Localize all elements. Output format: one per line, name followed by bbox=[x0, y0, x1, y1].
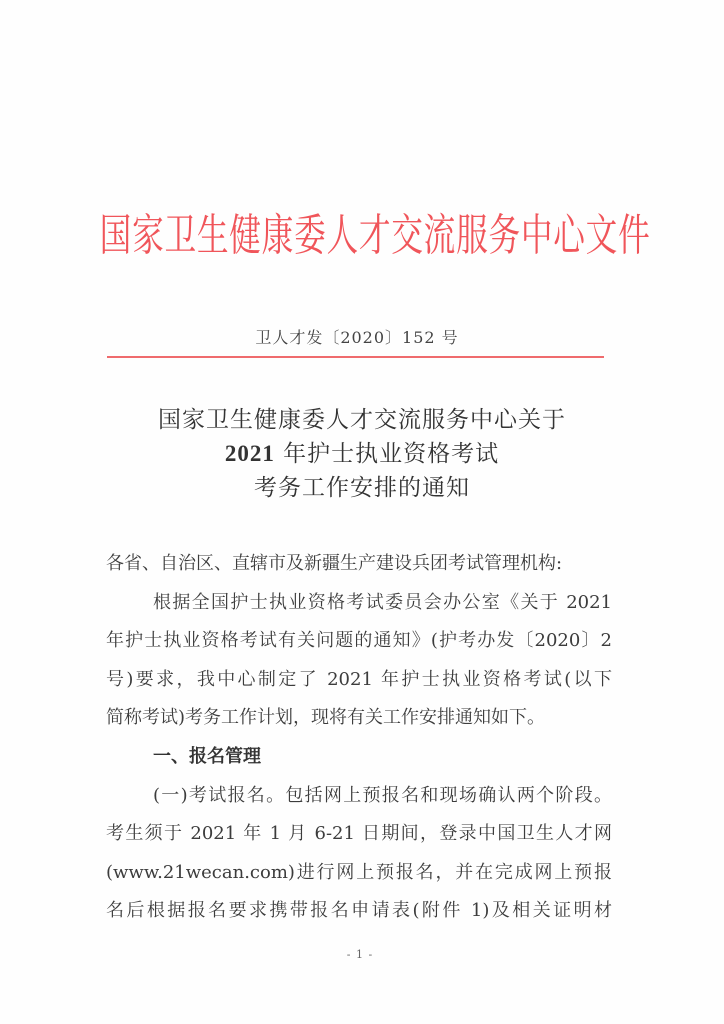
salutation: 各省、自治区、直辖市及新疆生产建设兵团考试管理机构: bbox=[106, 553, 563, 574]
body-line: 根据全国护士执业资格考试委员会办公室《关于 2021 bbox=[153, 591, 612, 613]
body-line: 考生须于 2021 年 1 月 6-21 日期间，登录中国卫生人才网 bbox=[106, 823, 612, 845]
body-line: (www.21wecan.com)进行网上预报名，并在完成网上预报 bbox=[106, 861, 612, 883]
section-heading-registration: 一、报名管理 bbox=[153, 745, 261, 767]
notice-title bbox=[0, 403, 724, 505]
body-line: (一)考试报名。包括网上预报名和现场确认两个阶段。 bbox=[153, 784, 612, 806]
red-divider-line bbox=[107, 356, 604, 358]
body-line: 名后根据报名要求携带报名申请表(附件 1)及相关证明材 bbox=[106, 900, 612, 922]
notice-title-line-3: 考务工作安排的通知 bbox=[254, 475, 470, 501]
document-number: 卫人才发〔2020〕152 号 bbox=[255, 328, 459, 347]
page-number: - 1 - bbox=[346, 948, 374, 961]
notice-title-line-1: 国家卫生健康委人才交流服务中心关于 bbox=[158, 407, 566, 433]
body-line: 简称考试)考务工作计划，现将有关工作安排通知如下。 bbox=[106, 707, 546, 729]
notice-title-line-2 bbox=[0, 437, 724, 471]
issuer-title: 国家卫生健康委人才交流服务中心文件 bbox=[99, 210, 651, 261]
notice-title-year: 2021 bbox=[224, 441, 275, 466]
body-line: 号)要求，我中心制定了 2021 年护士执业资格考试(以下 bbox=[106, 668, 612, 690]
notice-body bbox=[106, 545, 612, 931]
body-line: 年护士执业资格考试有关问题的通知》(护考办发〔2020〕2 bbox=[106, 630, 612, 652]
notice-title-line-2-text: 年护士执业资格考试 bbox=[283, 441, 500, 467]
